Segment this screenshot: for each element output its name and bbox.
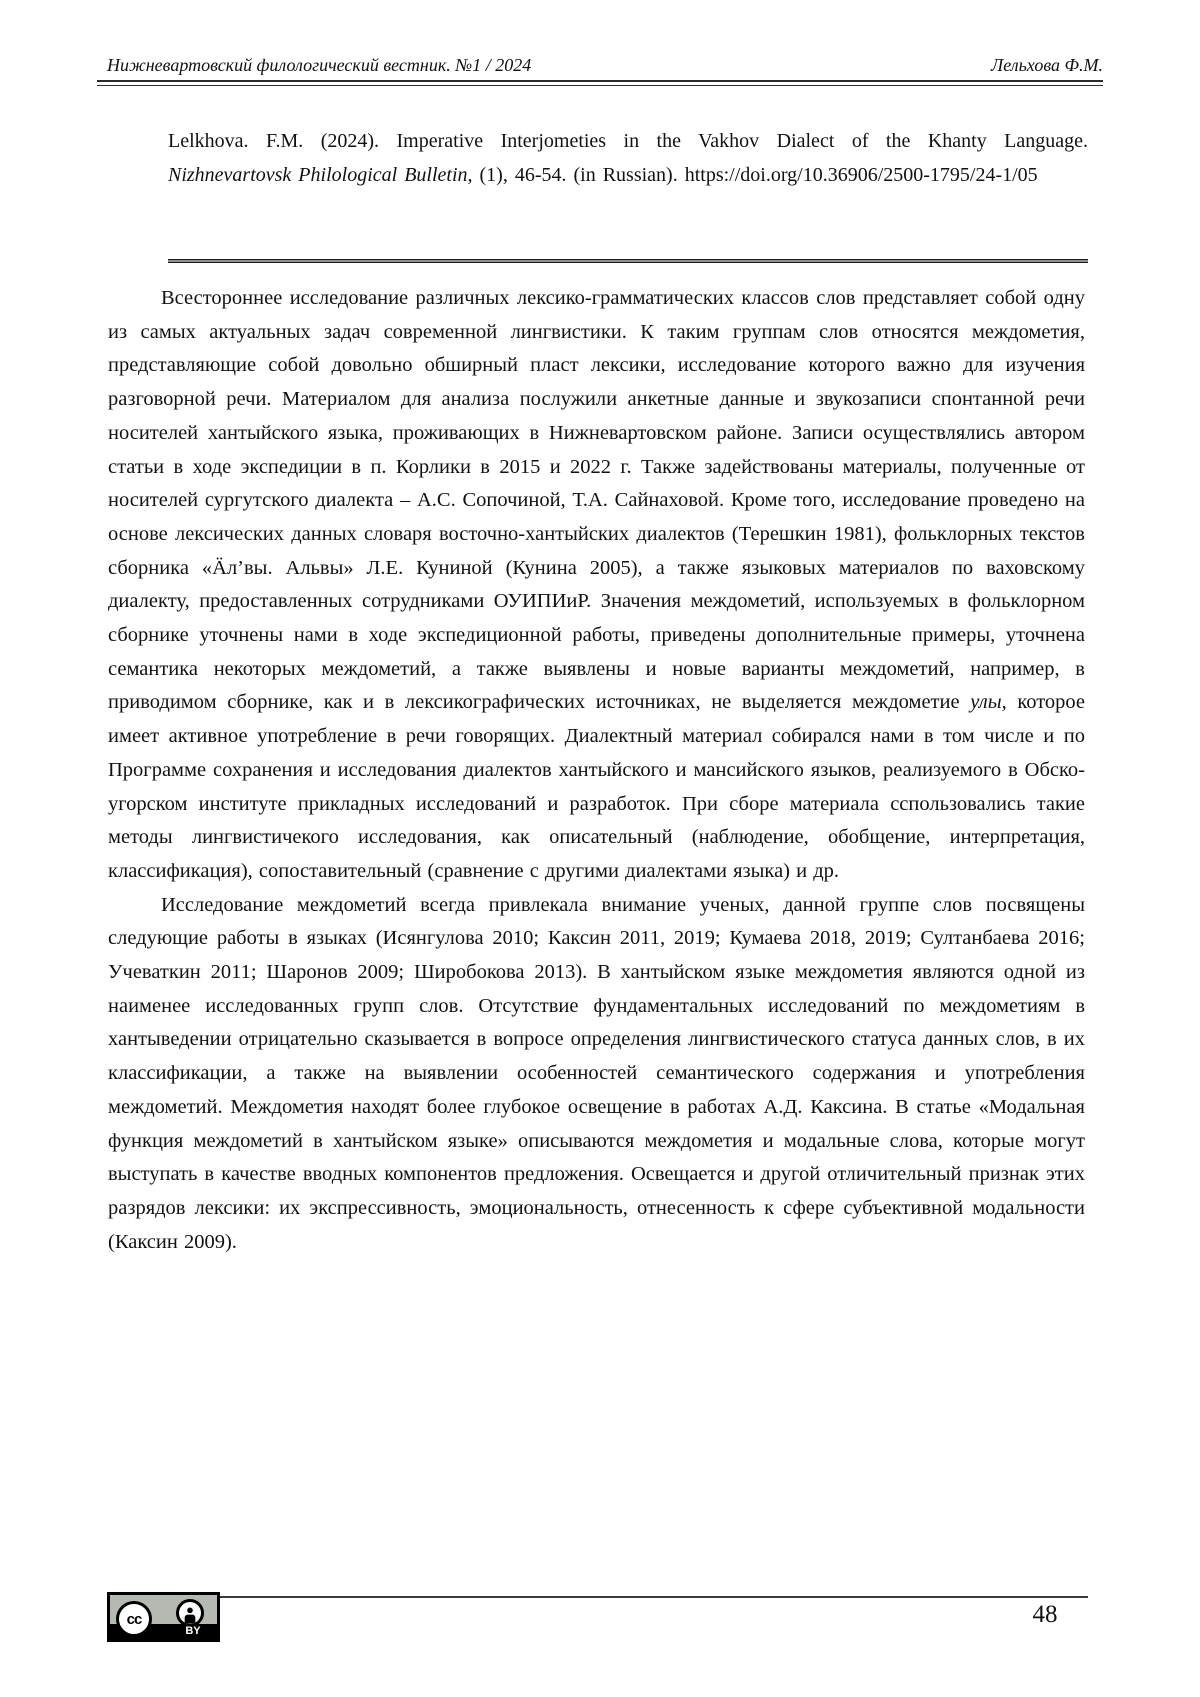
paragraph-2: Исследование междометий всегда привлекала внимание ученых, данной группе слов посвящены следующие работы в языках (Исянгулова 2010; Каксин 2011, 2019; Кумаева 2018, 2019; Султанбаева 2016; Учеваткин 2011; Шаронов 2009; Широбокова 2013). В хантыйском языке междометия являются одной из наименее исследованных групп слов. Отсутствие фундаментальных исследований по междометиям в хантыведении отрицательно сказывается в вопросе определения лингвистического статуса данных слов, в их классификации, а также на выявлении особенностей семантического содержания и употребления междометий. Междометия находят более глубокое освещение в работах А.Д. Каксина. В статье «Модальная функция междометий в хантыйском языке» описываются междометия и модальные слова, которые могут выступать в качестве вводных компонентов предложения. Освещается и другой отличительный признак этих разрядов лексики: их экспрессивность, эмоциональность, отнесенность к сфере субъективной модальности (Каксин 2009). (108, 893, 1085, 1253)
citation-divider (168, 259, 1088, 263)
header-divider (97, 80, 1103, 86)
citation-journal-name: Nizhnevartovsk Philological Bulletin, (168, 164, 473, 187)
paragraph-1 (108, 282, 1085, 889)
citation-block (168, 124, 1088, 193)
paragraph-1-text: Всестороннее исследование различных лексико-грамматических классов слов представляет собой одну из самых актуальных задач современной лингвистики. К таким группам слов относятся междометия, представляющие собой довольно обширный пласт лексики, исследование которого важно для изучения разговорной речи. Материалом для анализа послужили анкетные данные и звукозаписи спонтанной речи носителей хантыйского языка, проживающих в Нижневартовском районе. Записи осуществлялись автором статьи в ходе экспедиции в п. Корлики в 2015 и 2022 г. Также задействованы материалы, полученные от носителей сургутского диалекта – А.С. Сопочиной, Т.А. Сайнаховой. Кроме того, исследование проведено на основе лексических данных словаря восточно-хантыйских диалектов (Терешкин 1981), фольклорных текстов сборника «Ӓл’вы. Альвы» Л.Е. Куниной (Кунина 2005), а также языковых материалов по ваховскому диалекту, предоставленных сотрудниками ОУИПИиР. Значения междометий, используемых в фольклорном сборнике уточнены нами в ходе экспедиционной работы, приведены дополнительные примеры, уточнена семантика некоторых междометий, а также выявлены и новые варианты междометий, например, в приводимом сборнике, как и в лексикографических источниках, не выделяется междометие (108, 287, 1085, 714)
footer-divider (220, 1596, 1088, 1598)
citation-text-start: Lelkhova. F.M. (2024). Imperative Interjometies in the Vakhov Dialect of the Khanty Language. (168, 130, 1088, 152)
journal-title: Нижневартовский филологический вестник. №1 / 2024 (107, 55, 532, 75)
citation-text-end: (1), 46-54. (in Russian). https://doi.org/10.36906/2500-1795/24-1/05 (472, 164, 1038, 187)
cc-by-label: BY (185, 1625, 201, 1637)
attribution-person-icon (176, 1599, 204, 1627)
cc-logo-text: cc (126, 1610, 142, 1628)
cc-by-license-badge (107, 1592, 220, 1642)
page-number: 48 (1032, 1601, 1058, 1628)
paragraph-1-term-italic: улы (970, 691, 1002, 714)
paragraph-1-text-end: , которое имеет активное употребление в речи говорящих. Диалектный материал собирался нами в том числе и по Программе сохранения и исследования диалектов хантыйского и мансийского языков, реализуемого в Обско-угорском институте прикладных исследований и разработок. При сборе материала сспользовались такие методы лингвистичекого исследования, как описательный (наблюдение, обобщение, интерпретация, классификация), сопоставительный (сравнение с другими диалектами языка) и др. (108, 691, 1085, 882)
running-author: Лельхова Ф.М. (991, 55, 1103, 75)
article-body (108, 282, 1085, 1259)
creative-commons-icon (116, 1601, 152, 1637)
running-header (107, 54, 1103, 76)
